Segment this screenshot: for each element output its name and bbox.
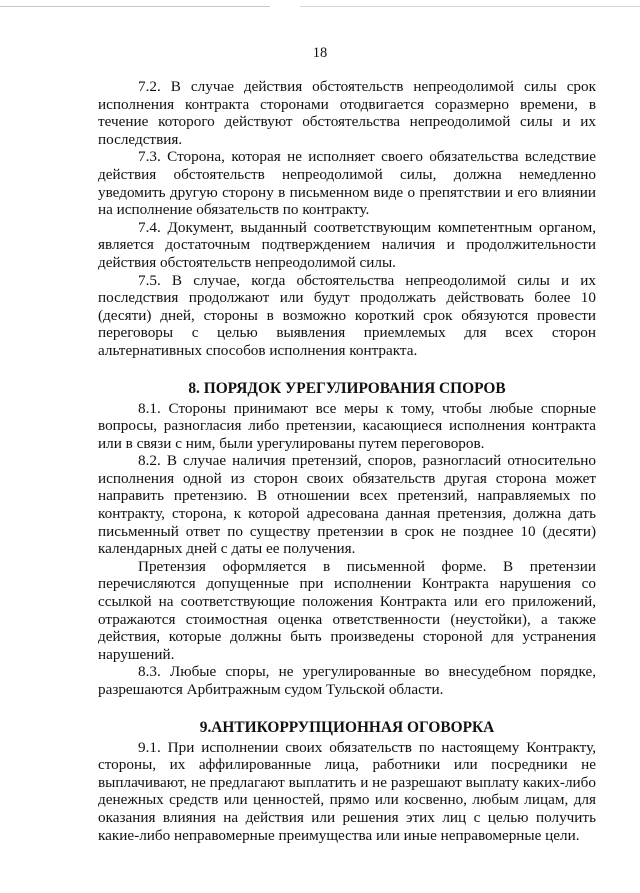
section-8-heading: 8. ПОРЯДОК УРЕГУЛИРОВАНИЯ СПОРОВ [188, 379, 506, 397]
page-number: 18 [312, 45, 328, 61]
claim-paragraph: Претензия оформляется в письменной форме. В претензии перечисляются допущенные при исполнении Контракта нарушения со ссылкой на соответствующие положения Контракта или его приложений, отражаются стоимостная оценка ответственности (неустойки), а также действия, которые должны быть произведены стороной для устранения нарушений. [98, 557, 596, 663]
section-9-heading: 9.АНТИКОРРУПЦИОННАЯ ОГОВОРКА [199, 718, 495, 736]
clause-8-3: 8.3. Любые споры, не урегулированные во внесудебном порядке, разрешаются Арбитражным судом Тульской области. [98, 663, 596, 698]
clause-9-1: 9.1. При исполнении своих обязательств по настоящему Контракту, стороны, их аффилированные лица, работники или посредники не выплачивают, не предлагают выплатить и не разрешают выплату каких-либо денежных средств или ценностей, прямо или косвенно, любым лицам, для оказания влияния на действия или решения этих лиц с целью получить какие-либо неправомерные преимущества или иные неправомерные цели. [98, 738, 596, 844]
clause-7-3: 7.3. Сторона, которая не исполняет своего обязательства вследствие действия обстоятельств непреодолимой силы, должна немедленно уведомить другую сторону в письменном виде о препятствии и его влиянии на исполнение обязательств по контракту. [98, 148, 596, 219]
clause-7-4: 7.4. Документ, выданный соответствующим компетентным органом, является достаточным подтверждением наличия и продолжительности действия обстоятельств непреодолимой силы. [98, 218, 596, 271]
clause-8-1: 8.1. Стороны принимают все меры к тому, чтобы любые спорные вопросы, разногласия либо претензии, касающиеся исполнения контракта или в связи с ним, были урегулированы путем переговоров. [98, 399, 596, 452]
scan-edge-line-right [300, 6, 640, 7]
clause-8-2: 8.2. В случае наличия претензий, споров, разногласий относительно исполнения одной из сторон своих обязательств другая сторона может направить претензию. В отношении всех претензий, направляемых по контракту, сторона, к которой адресована данная претензия, должна дать письменный ответ по существу претензии в срок не позднее 10 (десяти) календарных дней с даты ее получения. [98, 452, 596, 558]
clause-7-5: 7.5. В случае, когда обстоятельства непреодолимой силы и их последствия продолжают или будут продолжать действовать более 10 (десяти) дней, стороны в возможно короткий срок обязуются провести переговоры с целью выявления приемлемых для всех сторон альтернативных способов исполнения контракта. [98, 271, 596, 359]
clause-7-2: 7.2. В случае действия обстоятельств непреодолимой силы срок исполнения контракта сторонами отодвигается соразмерно времени, в течение которого действуют обстоятельства непреодолимой силы и их последствия. [98, 78, 596, 148]
document-body [98, 78, 596, 844]
scan-edge-line-left [0, 6, 270, 7]
